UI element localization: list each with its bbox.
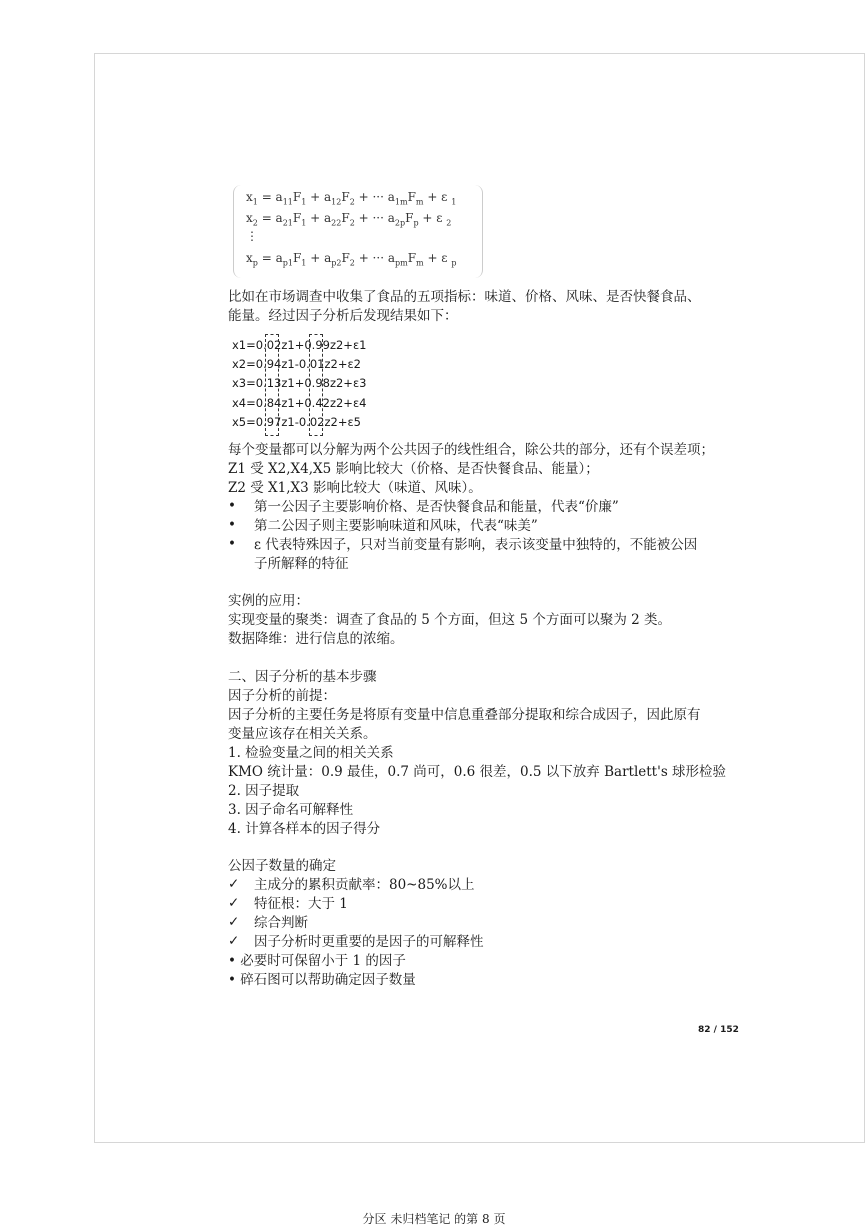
check-icon: ✓ <box>228 933 240 949</box>
steps-line-1: 因子分析的前提： <box>228 688 336 704</box>
formula-line-1: $x_1 = a_{11}F_1 + a_{12}F_2$ + ··· $a_{1m}F_m + \varepsilon$ $_1$ <box>246 190 457 207</box>
steps-line-3: 变量应该存在相关关系。 <box>228 726 377 742</box>
bullet-item-1: 第一公因子主要影响价格、是否快餐食品和能量，代表“价廉” <box>254 499 619 515</box>
equation-x4: x4=0.84z1+0.42z2+ε4 <box>232 396 367 410</box>
equation-x1: x1=0.02z1+0.99z2+ε1 <box>232 338 367 352</box>
steps-line-2: 因子分析的主要任务是将原有变量中信息重叠部分提取和综合成因子，因此原有 <box>228 707 701 723</box>
bullet-mark: • <box>228 517 236 533</box>
check-item-4: 因子分析时更重要的是因子的可解释性 <box>254 934 484 950</box>
bullet-item-3-cont: 子所解释的特征 <box>254 556 349 572</box>
dot-item-2: • 碎石图可以帮助确定因子数量 <box>228 972 416 988</box>
bullet-mark: • <box>228 536 236 552</box>
check-icon: ✓ <box>228 895 240 911</box>
explain-line-1: 每个变量都可以分解为两个公共因子的线性组合，除公共的部分，还有个误差项； <box>228 442 714 458</box>
explain-line-2: Z1 受 X2,X4,X5 影响比较大（价格、是否快餐食品、能量）； <box>228 461 599 477</box>
formula-line-p: $x_p = a_{p1}F_1 + a_{p2}F_2$ + ··· $a_{pm}F_m + \varepsilon$ $_p$ <box>246 251 457 268</box>
explain-line-3: Z2 受 X1,X3 影响比较大（味道、风味）。 <box>228 480 482 496</box>
page-number: 82 / 152 <box>698 1025 739 1035</box>
equation-x2: x2=0.94z1-0.01z2+ε2 <box>232 357 361 371</box>
steps-line-6: 2. 因子提取 <box>228 783 300 799</box>
steps-line-4: 1. 检验变量之间的相关关系 <box>228 745 394 761</box>
intro-line-1: 比如在市场调查中收集了食品的五项指标：味道、价格、风味、是否快餐食品、 <box>228 289 701 305</box>
check-icon: ✓ <box>228 914 240 930</box>
check-item-1: 主成分的累积贡献率：80~85%以上 <box>254 877 475 893</box>
steps-line-5: KMO 统计量：0.9 最佳，0.7 尚可，0.6 很差，0.5 以下放弃 Bartlett's 球形检验 <box>228 764 727 780</box>
bullet-item-2: 第二公因子则主要影响味道和风味，代表“味美” <box>254 518 538 534</box>
application-title: 实例的应用： <box>228 593 309 609</box>
factor-model-formula <box>233 185 483 278</box>
steps-line-7: 3. 因子命名可解释性 <box>228 802 354 818</box>
application-line-1: 实现变量的聚类：调查了食品的 5 个方面，但这 5 个方面可以聚为 2 类。 <box>228 612 672 628</box>
check-item-3: 综合判断 <box>254 915 308 931</box>
z1-loading-highlight <box>265 334 279 436</box>
section-heading: 二、因子分析的基本步骤 <box>228 669 377 685</box>
formula-ellipsis: ⋮ <box>246 229 258 243</box>
intro-line-2: 能量。经过因子分析后发现结果如下： <box>228 308 458 324</box>
z2-loading-highlight <box>309 334 323 436</box>
check-icon: ✓ <box>228 876 240 892</box>
count-title: 公因子数量的确定 <box>228 858 336 874</box>
bullet-mark: • <box>228 498 236 514</box>
equation-x3: x3=0.13z1+0.98z2+ε3 <box>232 376 367 390</box>
footer-section-label: 分区 未归档笔记 的第 8 页 <box>362 1212 506 1226</box>
dot-item-1: • 必要时可保留小于 1 的因子 <box>228 953 406 969</box>
check-item-2: 特征根：大于 1 <box>254 896 348 912</box>
steps-line-8: 4. 计算各样本的因子得分 <box>228 821 381 837</box>
application-line-2: 数据降维：进行信息的浓缩。 <box>228 631 404 647</box>
bullet-item-3: ε 代表特殊因子，只对当前变量有影响，表示该变量中独特的，不能被公因 <box>254 537 698 553</box>
equation-x5: x5=0.97z1-0.02z2+ε5 <box>232 415 361 429</box>
formula-line-2: $x_2 = a_{21}F_1 + a_{22}F_2$ + ··· $a_{2p}F_p + \varepsilon$ $_2$ <box>246 211 452 228</box>
